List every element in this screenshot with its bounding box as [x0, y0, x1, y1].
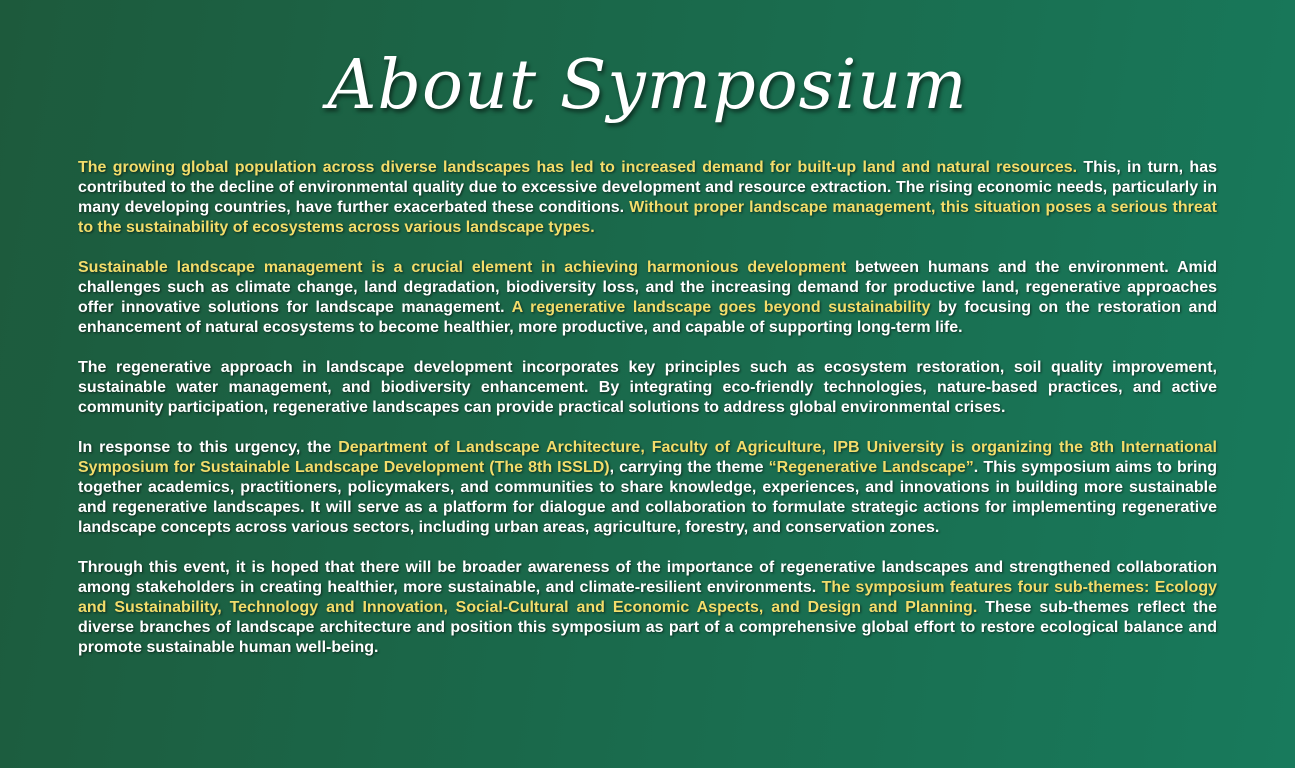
body-text: This, in turn, has contributed to the decline of environmental quality due to excessive development and resource extraction. The rising economic needs, particularly in many developing countries, have further exacerbated these conditions. — [78, 159, 1218, 216]
body-text: In response to this urgency, the — [78, 439, 339, 456]
body-text: Through this event, it is hoped that there will be broader awareness of the importance of regenerative landscapes and strengthened collaboration among stakeholders in creating healthier, more sustainable, and climate-resilient environments. — [78, 559, 1217, 596]
body-text: between humans and the environment. Amid challenges such as climate change, land degradation, biodiversity loss, and the increasing demand for productive land, regenerative approaches offer innovative solutions for landscape management. — [78, 259, 1217, 316]
highlighted-text: Sustainable landscape management is a crucial element in achieving harmonious development — [78, 259, 847, 276]
paragraph-5 — [78, 558, 1217, 658]
body-text: , carrying the theme — [609, 459, 769, 476]
body-text: The regenerative approach in landscape development incorporates key principles such as ecosystem restoration, soil quality improvement, sustainable water management, and biodiversity enhancement. By integrating eco-friendly technologies, nature-based practices, and active community participation, regenerative landscapes can provide practical solutions to address global environmental crises. — [78, 359, 1217, 416]
highlighted-text: Department of Landscape Architecture, Faculty of Agriculture, IPB University is organizing the 8th International Symposium for Sustainable Landscape Development (The 8th ISSLD) — [78, 439, 1217, 476]
body-text: by focusing on the restoration and enhancement of natural ecosystems to become healthier, more productive, and capable of supporting long-term life. — [78, 299, 1217, 336]
paragraph-4 — [78, 438, 1217, 538]
paragraph-2 — [78, 258, 1217, 338]
highlighted-text: Without proper landscape management, this situation poses a serious threat to the sustainability of ecosystems across various landscape types. — [78, 199, 1218, 236]
body-text: . This symposium aims to bring together academics, practitioners, policymakers, and communities to share knowledge, experiences, and innovations in building more sustainable and regenerative landscapes. It will serve as a platform for dialogue and collaboration to formulate strategic actions for implementing regenerative landscape concepts across various sectors, including urban areas, agriculture, forestry, and conservation zones. — [78, 459, 1217, 536]
page-title: About Symposium — [327, 46, 968, 125]
symposium-description — [78, 158, 1217, 678]
body-text: These sub-themes reflect the diverse branches of landscape architecture and position this symposium as part of a comprehensive global effort to restore ecological balance and promote sustainable human well-being. — [78, 599, 1217, 656]
paragraph-1 — [78, 158, 1217, 238]
highlighted-text: The symposium features four sub-themes: Ecology and Sustainability, Technology and Innovation, Social-Cultural and Economic Aspects, and Design and Planning. — [78, 579, 1218, 616]
paragraph-3 — [78, 358, 1217, 418]
highlighted-text: A regenerative landscape goes beyond sustainability — [511, 299, 931, 316]
highlighted-text: “Regenerative Landscape” — [768, 459, 974, 476]
highlighted-text: The growing global population across diverse landscapes has led to increased demand for built-up land and natural resources. — [78, 159, 1078, 176]
